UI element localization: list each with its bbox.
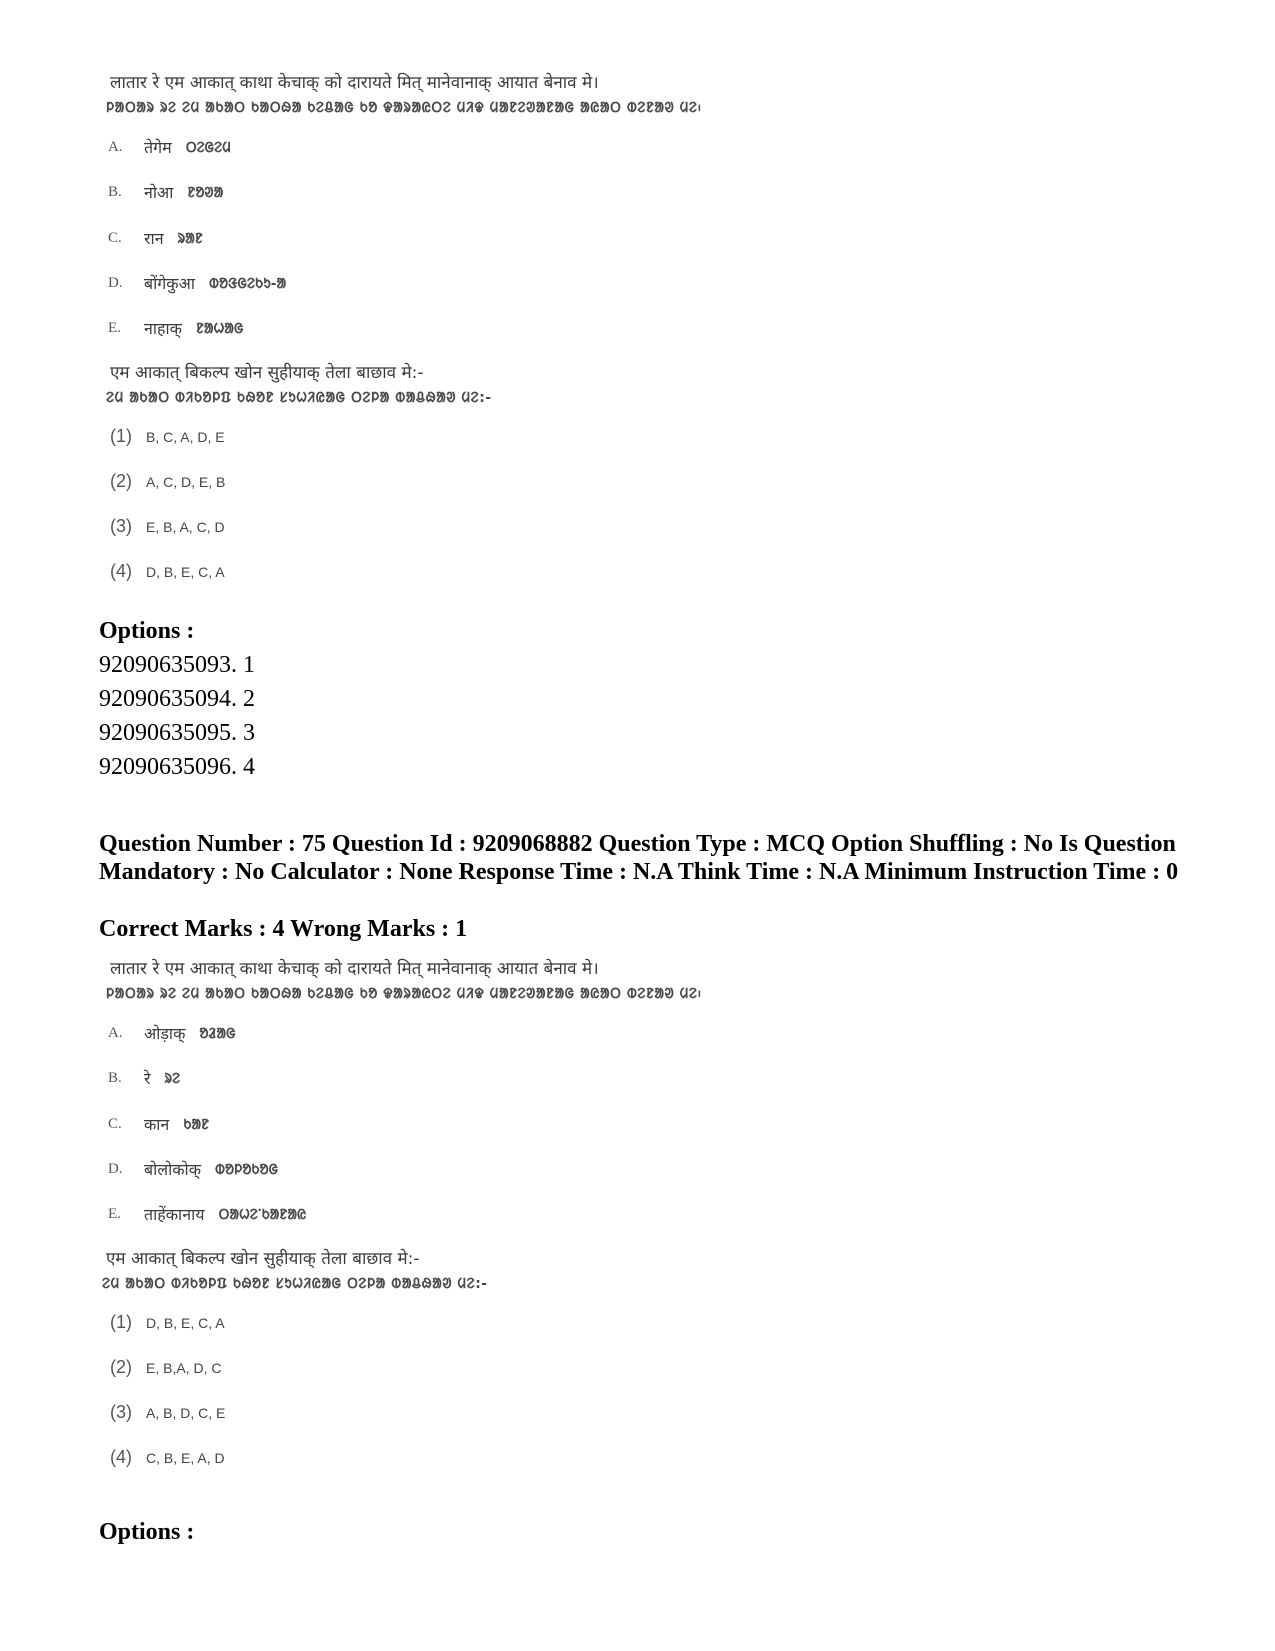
statement-olchiki: ᱚᱲᱟᱜ	[199, 1025, 236, 1042]
choice-value: E, B,A, D, C	[146, 1359, 222, 1376]
statement-olchiki: ᱛᱮᱜᱮᱢ	[185, 139, 231, 156]
statement-letter: E.	[108, 319, 121, 336]
statement-letter: B.	[108, 183, 122, 200]
option-item: 92090635095. 3	[99, 720, 255, 746]
statement-olchiki: ᱱᱟᱦᱟᱜ	[195, 320, 244, 337]
q74-statement-a	[108, 136, 231, 158]
statement-olchiki: ᱵᱚᱝᱜᱮᱠᱩ-ᱟ	[208, 275, 287, 292]
q75-question-image	[98, 958, 778, 1488]
option-item: 92090635094. 2	[99, 686, 255, 712]
q75-stem-olchiki: ᱞᱟᱛᱟᱨ ᱨᱮ ᱮᱢ ᱟᱠᱟᱛ ᱠᱟᱛᱷᱟ ᱠᱮᱪᱟᱜ ᱠᱚ ᱫᱟᱨᱟᱭᱛᱮ ᱢᱤᱫ ᱢᱟᱱᱮᱣᱟᱱᱟᱜ ᱟᱭᱟᱛ ᱵᱮᱱᱟᱣ ᱢᱮ᱾	[106, 986, 702, 1002]
q75-statement-b	[108, 1067, 180, 1089]
q74-statement-e	[108, 317, 243, 339]
options-label: Options :	[99, 618, 195, 644]
q74-stem-devanagari: लातार रे एम आकात् काथा केचाक् को दारायते मित् मानेवानाक् आयात बेनाव मे।	[110, 73, 599, 93]
q75-meta-header: Question Number : 75 Question Id : 9209068882 Question Type : MCQ Option Shuffling : No Is Question Mandatory : No Calculator : None Response Time : N.A Think Time : N.A Minimum Instruction Time : 0	[99, 831, 1179, 885]
choice-value: C, B, E, A, D	[146, 1449, 225, 1466]
statement-letter: C.	[108, 1115, 122, 1132]
option-item: 92090635096. 4	[99, 754, 255, 780]
q74-choice-2	[110, 471, 225, 492]
choice-number: (3)	[110, 516, 132, 536]
q74-question-image	[98, 70, 778, 610]
q75-prompt-olchiki: ᱮᱢ ᱟᱠᱟᱛ ᱵᱤᱠᱚᱞᱯ ᱠᱷᱚᱱ ᱥᱩᱦᱤᱭᱟᱜ ᱛᱮᱞᱟ ᱵᱟᱪᱷᱟᱣ ᱢᱮ:-	[102, 1276, 488, 1292]
statement-devanagari: नोआ	[144, 183, 174, 202]
statement-olchiki: ᱨᱮ	[164, 1070, 181, 1087]
option-item: 92090635093. 1	[99, 652, 255, 678]
q74-choice-1	[110, 426, 225, 447]
statement-olchiki: ᱨᱟᱱ	[177, 230, 203, 247]
q74-options-block	[99, 614, 255, 784]
statement-olchiki: ᱵᱚᱞᱚᱠᱚᱜ	[215, 1161, 279, 1178]
statement-letter: A.	[108, 1024, 123, 1041]
q74-choice-4	[110, 561, 225, 582]
q74-statement-d	[108, 272, 286, 294]
statement-devanagari: बोंगेकुआ	[144, 274, 195, 293]
q74-prompt-olchiki: ᱮᱢ ᱟᱠᱟᱛ ᱵᱤᱠᱚᱞᱯ ᱠᱷᱚᱱ ᱥᱩᱦᱤᱭᱟᱜ ᱛᱮᱞᱟ ᱵᱟᱪᱷᱟᱣ ᱢᱮ:-	[106, 390, 492, 406]
choice-number: (1)	[110, 426, 132, 446]
choice-value: A, C, D, E, B	[146, 473, 226, 490]
q74-statement-b	[108, 181, 223, 203]
statement-letter: E.	[108, 1205, 121, 1222]
choice-number: (3)	[110, 1402, 132, 1422]
statement-devanagari: कान	[144, 1115, 170, 1134]
statement-devanagari: ताहेंकानाय	[144, 1205, 205, 1224]
choice-number: (2)	[110, 471, 132, 491]
q75-marks: Correct Marks : 4 Wrong Marks : 1	[99, 916, 468, 942]
q74-choice-3	[110, 516, 225, 537]
q75-choice-1	[110, 1312, 225, 1333]
statement-devanagari: नाहाक्	[144, 319, 182, 338]
q75-choice-4	[110, 1447, 225, 1468]
statement-letter: B.	[108, 1069, 122, 1086]
statement-devanagari: रान	[144, 229, 164, 248]
choice-number: (2)	[110, 1357, 132, 1377]
q74-prompt-devanagari: एम आकात् बिकल्प खोन सुहीयाक् तेला बाछाव मे:-	[110, 363, 424, 383]
statement-olchiki: ᱛᱟᱦᱮᱸᱠᱟᱱᱟᱭ	[218, 1206, 307, 1223]
q75-statement-d	[108, 1158, 278, 1180]
q75-choice-3	[110, 1402, 225, 1423]
statement-letter: D.	[108, 274, 123, 291]
q75-statement-a	[108, 1022, 236, 1044]
statement-olchiki: ᱱᱚᱣᱟ	[187, 184, 224, 201]
statement-devanagari: तेगेम	[144, 138, 172, 157]
choice-number: (1)	[110, 1312, 132, 1332]
statement-devanagari: ओड़ाक्	[144, 1024, 186, 1043]
q74-stem-olchiki: ᱞᱟᱛᱟᱨ ᱨᱮ ᱮᱢ ᱟᱠᱟᱛ ᱠᱟᱛᱷᱟ ᱠᱮᱪᱟᱜ ᱠᱚ ᱫᱟᱨᱟᱭᱛᱮ ᱢᱤᱫ ᱢᱟᱱᱮᱣᱟᱱᱟᱜ ᱟᱭᱟᱛ ᱵᱮᱱᱟᱣ ᱢᱮ᱾	[106, 100, 702, 116]
choice-value: B, C, A, D, E	[146, 428, 225, 445]
statement-letter: C.	[108, 229, 122, 246]
statement-letter: A.	[108, 138, 123, 155]
statement-olchiki: ᱠᱟᱱ	[183, 1116, 210, 1133]
q75-options-label: Options :	[99, 1519, 195, 1545]
choice-value: E, B, A, C, D	[146, 518, 225, 535]
statement-devanagari: रे	[144, 1069, 151, 1088]
q75-stem-devanagari: लातार रे एम आकात् काथा केचाक् को दारायते मित् मानेवानाक् आयात बेनाव मे।	[110, 959, 599, 979]
q74-statement-c	[108, 227, 203, 249]
choice-number: (4)	[110, 1447, 132, 1467]
q75-prompt-devanagari: एम आकात् बिकल्प खोन सुहीयाक् तेला बाछाव मे:-	[106, 1249, 420, 1269]
choice-number: (4)	[110, 561, 132, 581]
statement-devanagari: बोलोकोक्	[144, 1160, 201, 1179]
q75-statement-c	[108, 1113, 209, 1135]
q75-statement-e	[108, 1203, 306, 1225]
statement-letter: D.	[108, 1160, 123, 1177]
choice-value: D, B, E, C, A	[146, 563, 225, 580]
choice-value: D, B, E, C, A	[146, 1314, 225, 1331]
q75-choice-2	[110, 1357, 221, 1378]
choice-value: A, B, D, C, E	[146, 1404, 226, 1421]
